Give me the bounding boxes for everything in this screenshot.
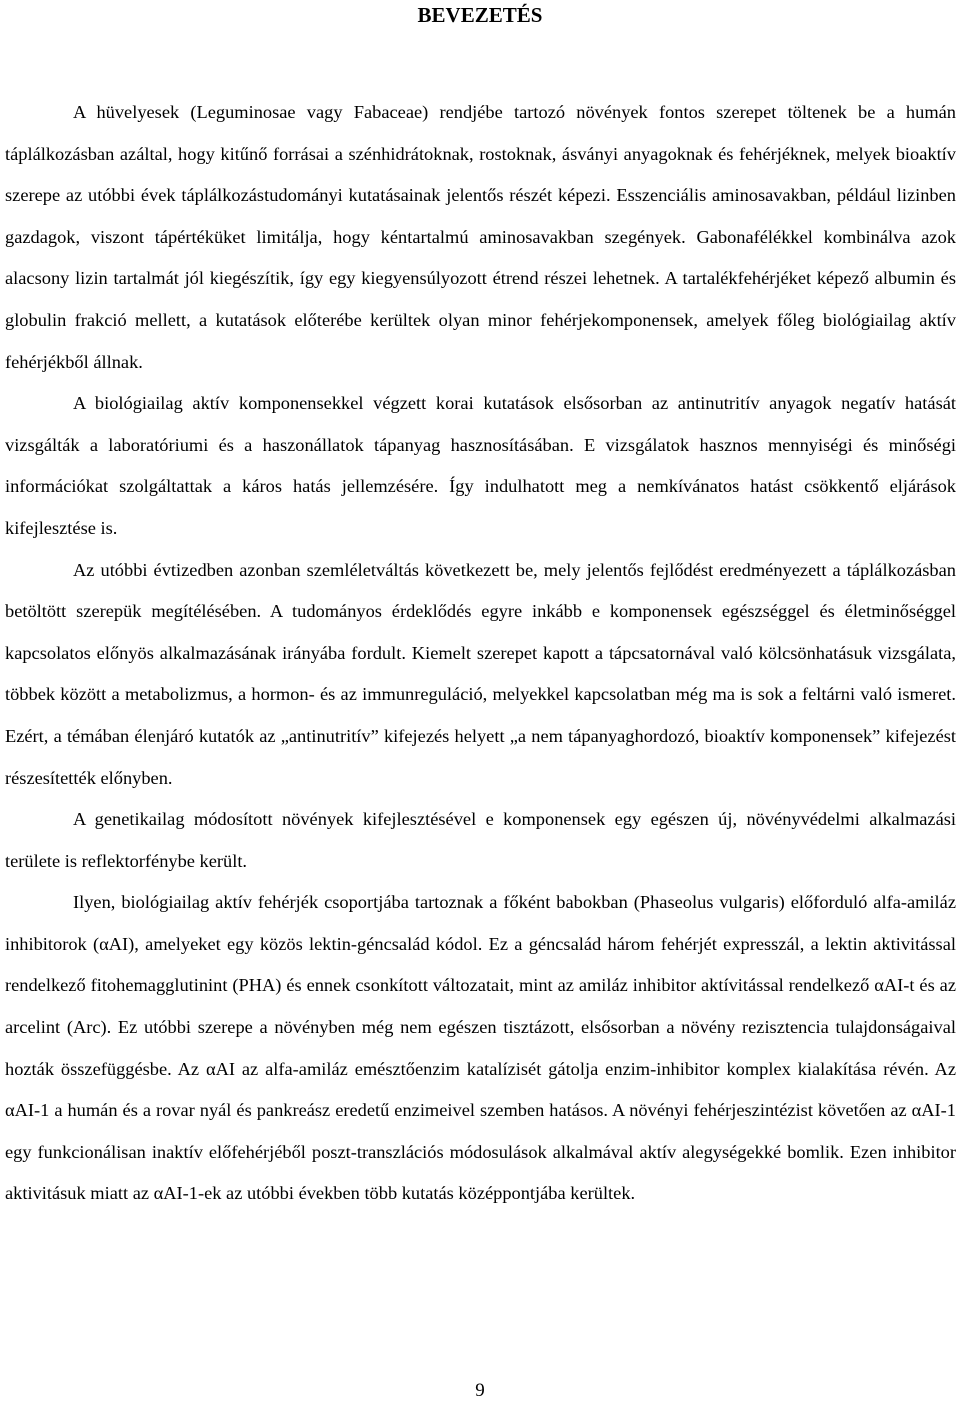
page-title: BEVEZETÉS — [417, 3, 543, 27]
paragraph: Az utóbbi évtizedben azonban szemléletváltás következett be, mely jelentős fejlődést eredményezett a táplálkozásban betöltött szerepük megítélésében. A tudományos érdeklődés egyre inkább e komponensek egészséggel és életminőséggel kapcsolatos előnyös alkalmazásának irányába fordult. Kiemelt szerepet kapott a tápcsatornával való kölcsönhatásuk vizsgálata, többek között a metabolizmus, a hormon- és az immunreguláció, melyekkel kapcsolatban még ma is sok a feltárni való ismeret. Ezért, a témában élenjáró kutatók az „antinutritív” kifejezés helyett „a nem tápanyaghordozó, bioaktív komponensek” kifejezést részesítették előnyben. — [5, 559, 956, 788]
paragraph: Ilyen, biológiailag aktív fehérjék csoportjába tartoznak a főként babokban (Phaseolus vulgaris) előforduló alfa-amiláz inhibitorok (αAI), amelyeket egy közös lektin-géncsalád kódol. Ez a géncsalád három fehérjét expresszál, a lektin aktivitással rendelkező fitohemagglutinint (PHA) és ennek csonkított változatait, mint az amiláz inhibitor aktívitással rendelkező αAI-t és az arcelint (Arc). Ez utóbbi szerepe a növényben még nem egészen tisztázott, elsősorban a növény rezisztencia tulajdonságaival hozták összefüggésbe. Az αAI az alfa-amiláz emésztőenzim katalízisét gátolja enzim-inhibitor komplex kialakítása révén. Az αAI-1 a humán és a rovar nyál és pankreász eredetű enzimeivel szemben hatásos. A növényi fehérjeszintézist követően az αAI-1 egy funkcionálisan inaktív előfehérjéből poszt-transzlációs módosulások alkalmával aktív alegységekké bomlik. Ezen inhibitor aktivitásuk miatt az αAI-1-ek az utóbbi években több kutatás középpontjába kerültek. — [5, 892, 956, 1204]
paragraph: A biológiailag aktív komponensekkel végzett korai kutatások elsősorban az antinutritív anyagok negatív hatását vizsgálták a laboratóriumi és a haszonállatok tápanyag hasznosításában. E vizsgálatok hasznos mennyiségi és minőségi információkat szolgáltattak a káros hatás jellemzésére. Így indulhatott meg a nemkívánatos hatást csökkentő eljárások kifejlesztése is. — [5, 393, 956, 538]
document-body — [5, 92, 956, 1215]
paragraph: A genetikailag módosított növények kifejlesztésével e komponensek egy egészen új, növényvédelmi alkalmazási területe is reflektorfénybe került. — [5, 809, 956, 871]
page-number: 9 — [475, 1380, 485, 1401]
paragraph: A hüvelyesek (Leguminosae vagy Fabaceae) rendjébe tartozó növények fontos szerepet töltenek be a humán táplálkozásban azáltal, hogy kitűnő forrásai a szénhidrátoknak, rostoknak, ásványi anyagoknak és fehérjéknek, melyek bioaktív szerepe az utóbbi évek táplálkozástudományi kutatásainak jelentős részét képezi. Esszenciális aminosavakban, például lizinben gazdagok, viszont tápértéküket limitálja, hogy kéntartalmú aminosavakban szegények. Gabonafélékkel kombinálva azok alacsony lizin tartalmát jól kiegészítik, így egy kiegyensúlyozott étrend részei lehetnek. A tartalékfehérjéket képező albumin és globulin frakció mellett, a kutatások előterébe kerültek olyan minor fehérjekomponensek, amelyek főleg biológiailag aktív fehérjékből állnak. — [5, 102, 956, 372]
